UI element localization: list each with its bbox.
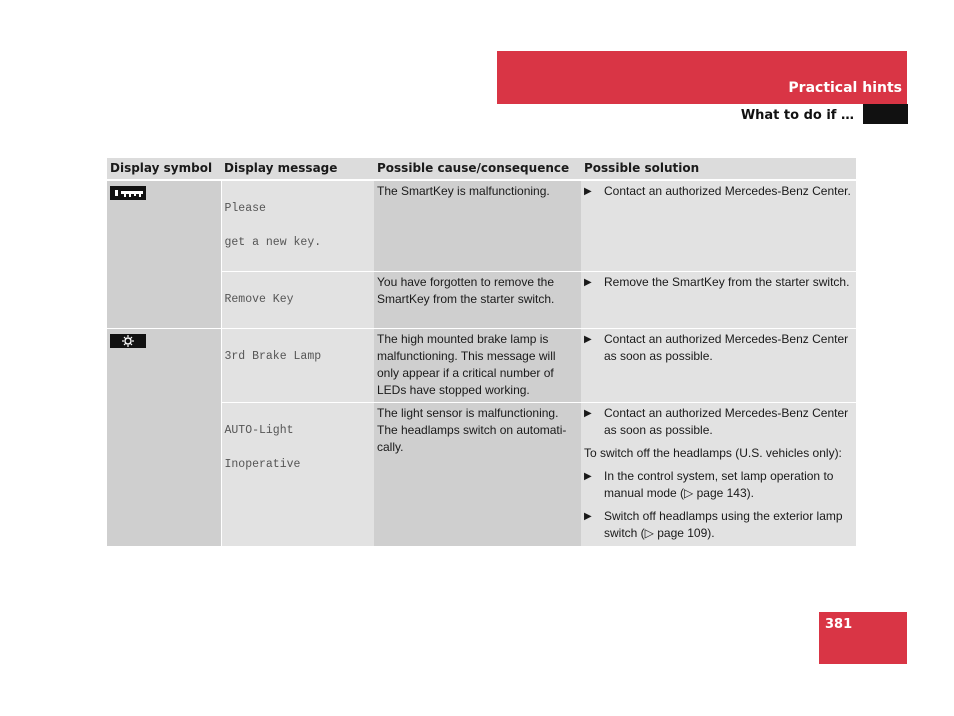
hints-table [107, 158, 856, 547]
bullet-icon: ▶ [584, 334, 592, 345]
display-message-line: get a new key. [224, 236, 322, 249]
display-message-line: Remove Key [224, 293, 294, 306]
bullet-icon: ▶ [584, 186, 592, 197]
display-message-line: Please [224, 202, 266, 215]
table-header-row [107, 158, 856, 180]
key-icon [110, 185, 146, 206]
solution-text: Contact an authorized Mercedes-Benz Center as soon as possible. [604, 406, 849, 437]
solution-item [584, 331, 853, 365]
solution-text: Switch off headlamps using the exterior lamp switch (▷ page 109). [604, 509, 843, 540]
bullet-icon: ▶ [584, 408, 592, 419]
column-header: Display symbol [107, 158, 221, 180]
message-cell [221, 403, 374, 547]
message-cell [221, 329, 374, 403]
page-number: 381 [825, 617, 853, 632]
subsection-marker [863, 104, 908, 124]
solution-item [584, 405, 853, 439]
column-header: Possible cause/consequence [374, 158, 581, 180]
cause-cell: You have forgotten to remove the SmartKey from the starter switch. [374, 272, 581, 329]
solution-item [584, 274, 853, 291]
table-row [107, 329, 856, 403]
solution-item [584, 183, 853, 200]
solution-text: Contact an authorized Mercedes-Benz Center as soon as possible. [604, 332, 849, 363]
display-message-line: Inoperative [224, 458, 301, 471]
solution-item [584, 468, 853, 502]
solution-cell [581, 272, 856, 329]
subsection-title: What to do if … [740, 108, 854, 123]
solution-note: To switch off the headlamps (U.S. vehicles only): [584, 446, 842, 460]
display-message-line: 3rd Brake Lamp [224, 350, 322, 363]
lamp-icon [110, 333, 146, 354]
bullet-icon: ▶ [584, 511, 592, 522]
solution-cell [581, 180, 856, 272]
message-cell [221, 180, 374, 272]
cause-cell: The light sensor is malfunctioning. The headlamps switch on automati-cally. [374, 403, 581, 547]
solution-text: In the control system, set lamp operation to manual mode (▷ page 143). [604, 469, 834, 500]
display-message-line: AUTO-Light [224, 424, 294, 437]
section-tab [497, 51, 907, 104]
column-header: Possible solution [581, 158, 856, 180]
solution-cell [581, 403, 856, 547]
symbol-cell [107, 329, 221, 547]
section-title: Practical hints [788, 80, 902, 96]
cause-cell: The SmartKey is malfunctioning. [374, 180, 581, 272]
solution-cell [581, 329, 856, 403]
cause-cell: The high mounted brake lamp is malfunctioning. This message will only appear if a critical number of LEDs have stopped working. [374, 329, 581, 403]
message-cell [221, 272, 374, 329]
bullet-icon: ▶ [584, 277, 592, 288]
solution-text: Contact an authorized Mercedes-Benz Center. [604, 184, 851, 198]
solution-item [584, 508, 853, 542]
table-row [107, 180, 856, 272]
solution-text: Remove the SmartKey from the starter switch. [604, 275, 850, 289]
column-header: Display message [221, 158, 374, 180]
bullet-icon: ▶ [584, 471, 592, 482]
symbol-cell [107, 180, 221, 329]
